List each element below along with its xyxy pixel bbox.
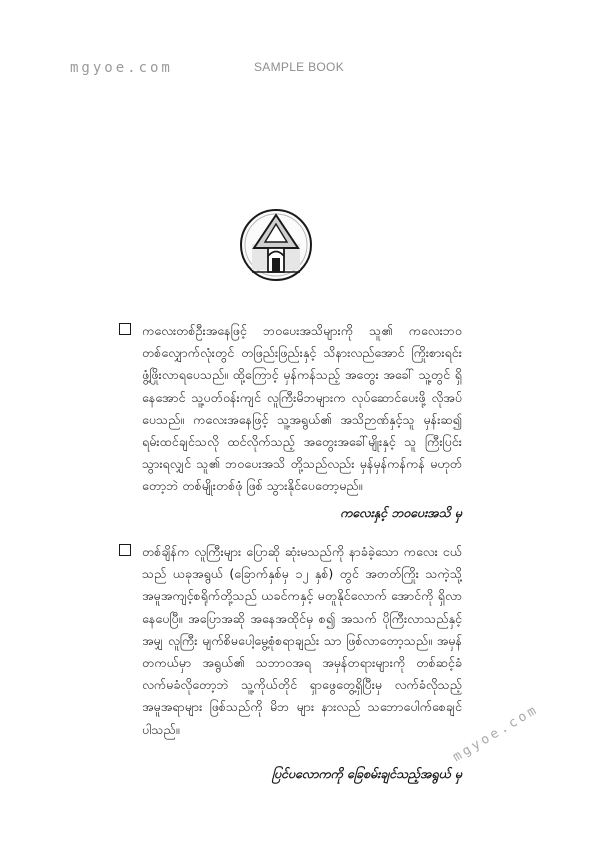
quote-bullet-box <box>119 544 131 556</box>
quote-paragraph: ကလေးတစ်ဦးအနေဖြင့် ဘဝပေးအသိများကို သူ၏ ကလေးဘဝ တစ်လျှောက်လုံးတွင် တဖြည်းဖြည်းနှင့် သိနားလည်အောင် ကြိုးစားရင်း ဖွံ့ဖြိုးလာရပေသည်။ ထို့ကြောင့် မှန်ကန်သည့် အတွေး အခေါ် သူ့တွင် ရှိနေအောင် သူ့ပတ်ဝန်းကျင် လူကြီးမိဘများက လုပ်ဆောင်ပေးဖို့ လိုအပ်ပေသည်။ ကလေးအနေဖြင့် သူ့အရွယ်၏ အသိဉာဏ်နှင့်သူ မှန်းဆ၍ ရမ်းထင်ချင်သလို ထင်လိုက်သည့် အတွေးအခေါ်မျိုးနှင့် သူ ကြီးပြင်းသွားရလျှင် သူ၏ ဘဝပေးအသိ တို့သည်လည်း မှန်မှန်ကန်ကန် မဟုတ်တော့ဘဲ တစ်မျိုးတစ်ဖုံ ဖြစ် သွားနိုင်ပေတော့မည်။ <box>142 323 462 494</box>
watermark-top: mgyoe.com <box>70 60 173 76</box>
quote-bullet-box <box>119 323 131 335</box>
quote-attribution: ကလေးနှင့် ဘဝပေးအသိ မှ <box>340 505 462 520</box>
quote-attribution: ပြင်ပလောကကို ခြေစမ်းချင်သည့်အရွယ် မှ <box>272 766 462 781</box>
quote-paragraph: တစ်ချိန်က လူကြီးများ ပြောဆို ဆုံးမသည်ကို နာခံခဲ့သော ကလေး ငယ်သည် ယခုအရွယ် (ခြောက်နှစ်မှ ၁၂ နှစ်) တွင် အတတ်ကြိုး သကဲ့သို့ အမူအကျင့်စရိုက်တို့သည် ယခင်ကနှင့် မတူနိုင်လောက် အောင်ကို ရှိလာနေပေပြီ။ အပြောအဆို အနေအထိုင်မှ စ၍ အသက် ပိုကြီးလာသည်နှင့်အမျှ လူကြီး မျက်စိမပေါ့မွေ့စုံစရာချည်း သာ ဖြစ်လာတော့သည်။ အမှန်တကယ်မှာ အရွယ်၏ သဘာဝအရ အမှန်တရားများကို တစ်ဆင့်ခံ လက်မခံလိုတော့ဘဲ သူ့ကိုယ်တိုင် ရှာဖွေတွေ့ရှိပြီးမှ လက်ခံလိုသည့် အမူအရာများ ဖြစ်သည်ကို မိဘ များ နားလည် သဘောပေါက်စေချင်ပါသည်။ <box>142 544 462 737</box>
watermark-diagonal: mgyoe.com <box>450 701 542 765</box>
sample-book-label: SAMPLE BOOK <box>254 60 344 74</box>
temple-arch-emblem-icon <box>239 208 313 282</box>
